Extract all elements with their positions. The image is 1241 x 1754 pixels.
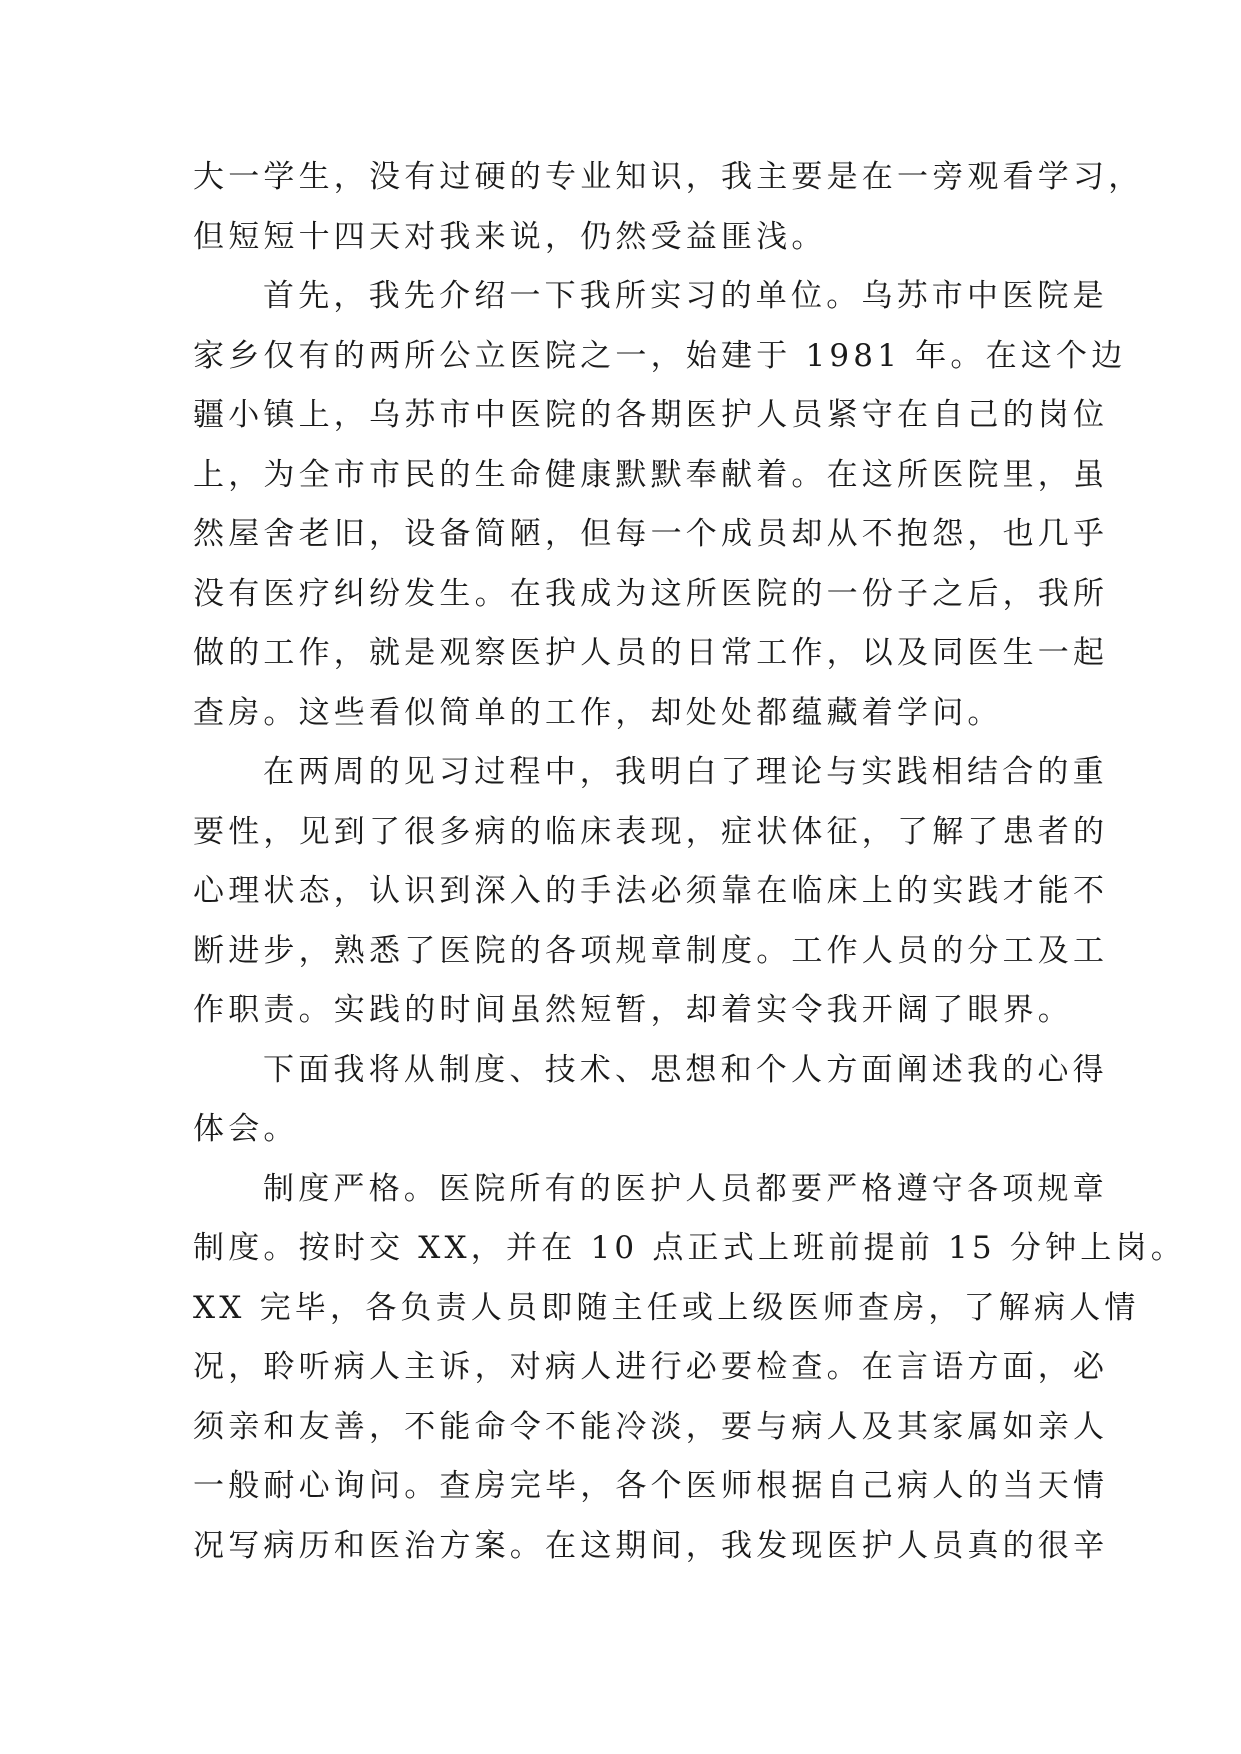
text-line: 一般耐心询问。查房完毕，各个医师根据自己病人的当天情 [193,1468,1109,1504]
text-line: 断进步，熟悉了医院的各项规章制度。工作人员的分工及工 [193,932,1109,969]
text-line: 没有医疗纠纷发生。在我成为这所医院的一份子之后，我所 [193,575,1109,612]
text-line: 要性，见到了很多病的临床表现，症状体征，了解了患者的 [193,813,1109,850]
text-line: 查房。这些看似简单的工作，却处处都蕴藏着学问。 [193,694,1003,731]
paragraph-start-line: 在两周的见习过程中，我明白了理论与实践相结合的重 [263,754,1108,790]
paragraph-start-line: 首先，我先介绍一下我所实习的单位。乌苏市中医院是 [263,278,1108,314]
paragraph-start-line: 制度严格。医院所有的医护人员都要严格遵守各项规章 [263,1170,1108,1207]
text-line: 体会。 [193,1111,299,1147]
text-line: 作职责。实践的时间虽然短暂，却着实令我开阔了眼界。 [193,992,1073,1028]
text-line: 心理状态，认识到深入的手法必须靠在临床上的实践才能不 [193,873,1109,909]
text-line: 家乡仅有的两所公立医院之一，始建于 1981 年。在这个边 [193,337,1127,374]
text-line: 须亲和友善，不能命令不能冷淡，要与病人及其家属如亲人 [193,1408,1109,1445]
text-line: 然屋舍老旧，设备简陋，但每一个成员却从不抱怨，也几乎 [193,516,1109,552]
text-line: 况写病历和医治方案。在这期间，我发现医护人员真的很辛 [193,1527,1109,1564]
document-body [193,148,1186,1576]
text-line: 大一学生，没有过硬的专业知识，我主要是在一旁观看学习， [193,159,1144,195]
text-line: XX 完毕，各负责人员即随主任或上级医师查房，了解病人情 [193,1289,1140,1326]
text-line: 做的工作，就是观察医护人员的日常工作，以及同医生一起 [193,635,1109,671]
text-line: 上，为全市市民的生命健康默默奉献着。在这所医院里，虽 [193,456,1109,493]
text-line: 况，聆听病人主诉，对病人进行必要检查。在言语方面，必 [193,1349,1109,1385]
paragraph-start-line: 下面我将从制度、技术、思想和个人方面阐述我的心得 [263,1051,1108,1088]
text-line: 制度。按时交 XX，并在 10 点正式上班前提前 15 分钟上岗。 [193,1230,1186,1266]
text-line: 疆小镇上，乌苏市中医院的各期医护人员紧守在自己的岗位 [193,397,1109,433]
text-line: 但短短十四天对我来说，仍然受益匪浅。 [193,218,827,255]
